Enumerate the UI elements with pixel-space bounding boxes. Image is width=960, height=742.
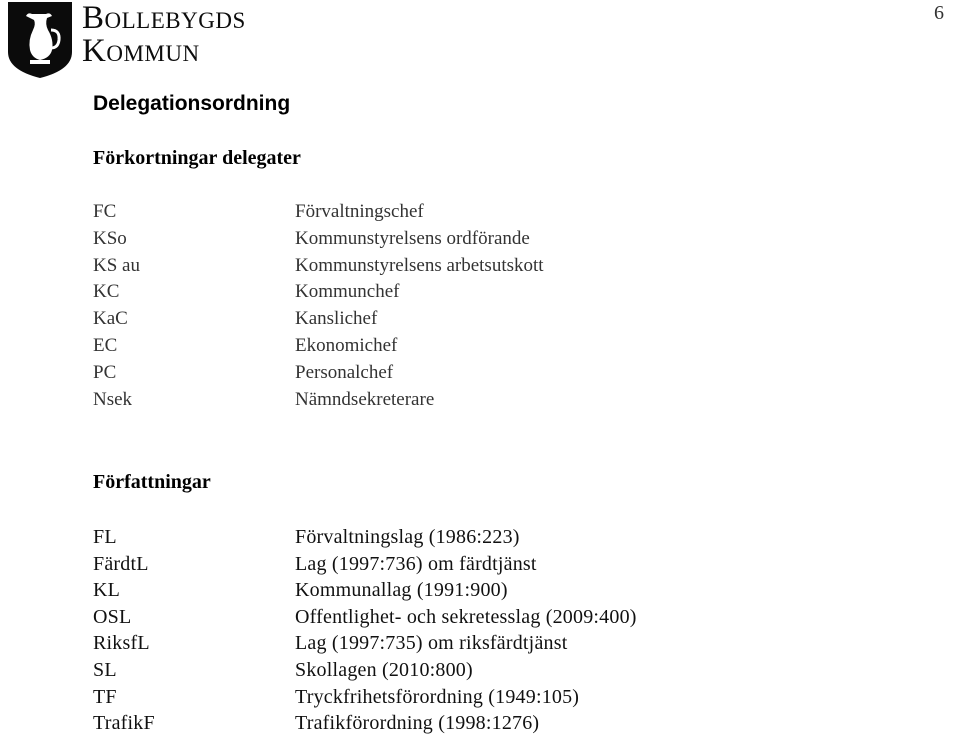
abbr-description: Kommunstyrelsens arbetsutskott [295,254,544,276]
statutes-heading: Författningar [93,471,211,493]
abbr-code: EC [93,334,118,356]
abbr-code: TrafikF [93,712,155,735]
logo-line-2: Kommun [82,33,200,69]
abbr-code: KaC [93,308,128,330]
shield-icon [6,0,74,80]
abbr-code: PC [93,361,117,383]
abbr-code: SL [93,658,117,681]
logo-line-1: Bollebygds [82,0,246,36]
abbr-code: RiksfL [93,632,150,655]
abbr-code: FL [93,526,117,548]
abbr-description: Lag (1997:735) om riksfärdtjänst [295,632,568,655]
abbr-code: KSo [93,227,127,249]
abbr-description: Offentlighet- och sekretesslag (2009:400) [295,605,637,628]
abbr-description: Förvaltningslag (1986:223) [295,526,520,548]
abbr-description: Kommunchef [295,281,400,303]
abbr-code: TF [93,685,117,708]
abbr-description: Kommunstyrelsens ordförande [295,227,530,249]
abbr-code: KC [93,281,120,303]
logo-wordmark [82,2,246,68]
abbr-code: KL [93,579,121,602]
abbr-description: Lag (1997:736) om färdtjänst [295,552,537,575]
abbr-code: OSL [93,605,132,628]
abbr-code: FC [93,201,117,222]
abbr-description: Kommunallag (1991:900) [295,579,508,602]
abbr-description: Nämndsekreterare [295,388,435,410]
abbr-description: Kanslichef [295,308,378,330]
abbr-description: Skollagen (2010:800) [295,658,473,681]
abbr-code: Nsek [93,388,133,410]
abbr-description: Tryckfrihetsförordning (1949:105) [295,685,580,708]
document-title: Delegationsordning [93,92,291,115]
abbr-code: FärdtL [93,552,149,575]
abbr-code: KS au [93,254,140,276]
municipality-logo [6,0,246,80]
abbr-description: Personalchef [295,361,394,383]
delegates-heading: Förkortningar delegater [93,147,301,169]
abbr-description: Ekonomichef [295,334,398,356]
abbr-description: Förvaltningschef [295,201,424,222]
abbr-description: Trafikförordning (1998:1276) [295,712,540,735]
page-number: 6 [934,2,944,24]
